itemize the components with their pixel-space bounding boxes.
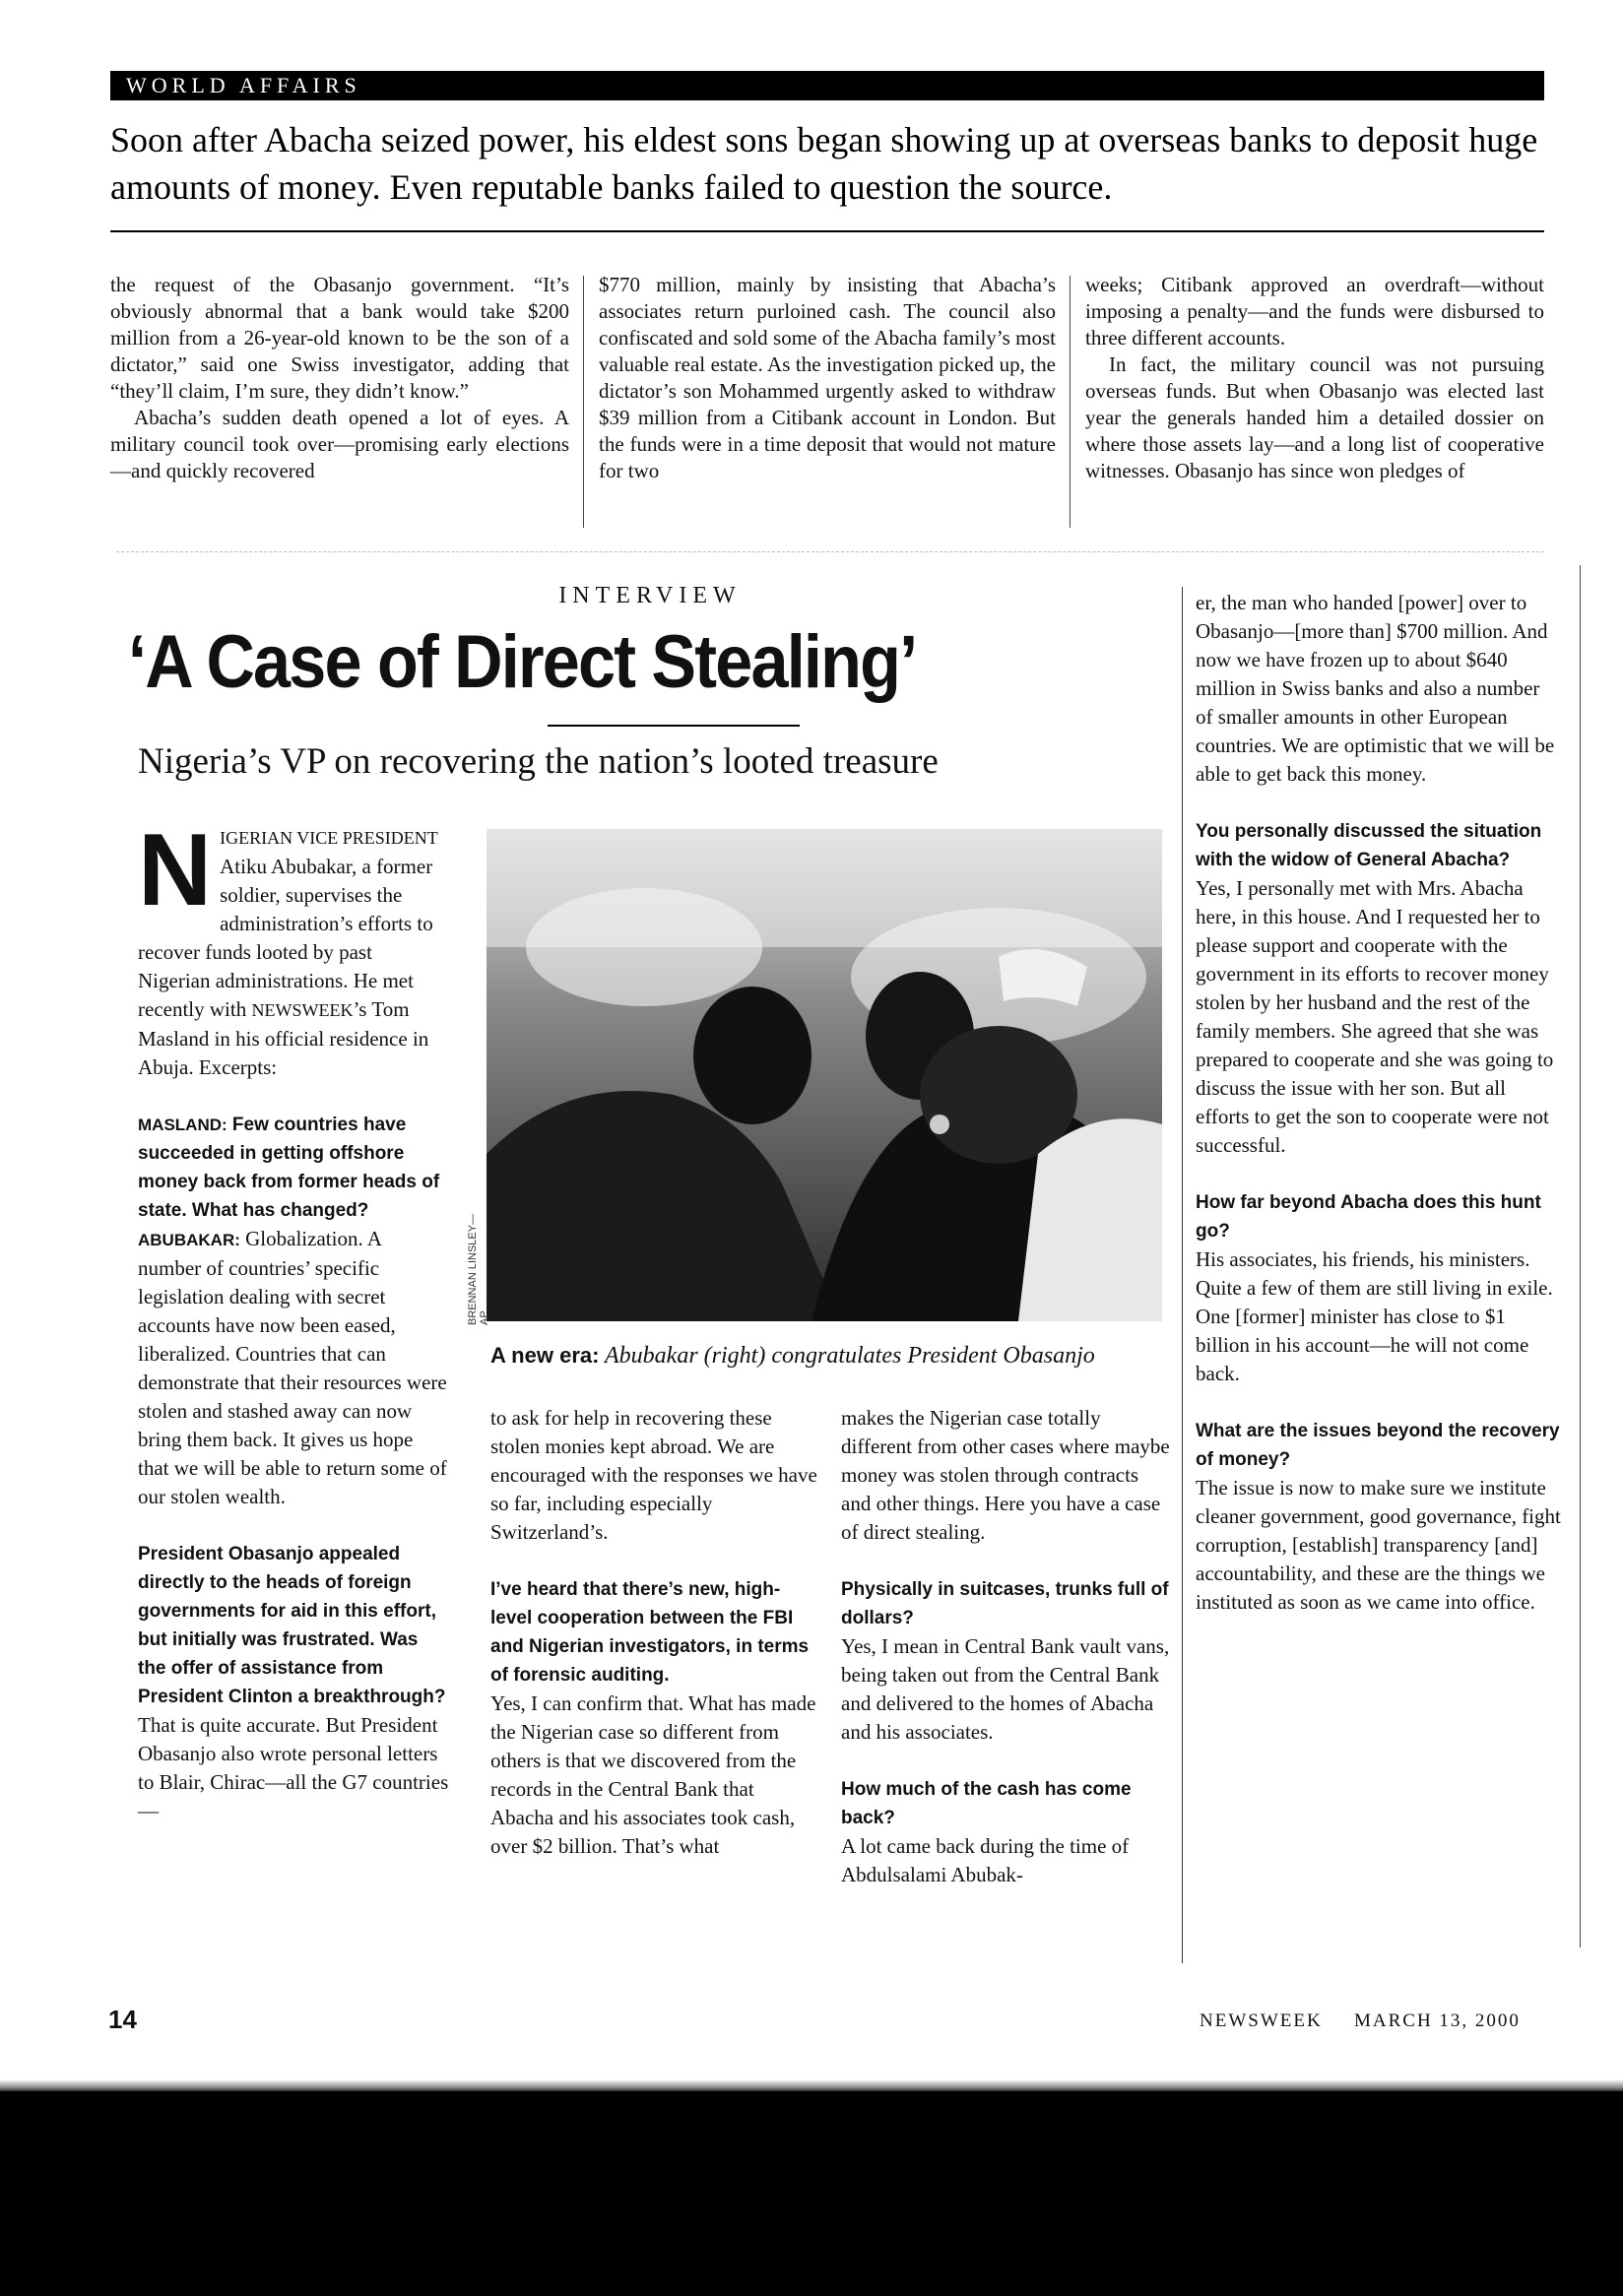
story-deck: Soon after Abacha seized power, his eldest sons began showing up at overseas banks to deposit huge amounts of money. Even reputable banks failed to question the source.: [110, 120, 1538, 207]
interview-column-4: [1196, 589, 1562, 1617]
question-text: Few countries have succeeded in getting offshore money back from former heads of state. What has changed?: [138, 1115, 440, 1221]
story-paragraph: $770 million, mainly by insisting that Abacha’s associates return purloined cash. The council also confiscated and sold some of the Abacha family’s most valuable real estate. As the investigation picked up, the dictator’s son Mohammed urgently asked to withdraw $39 million from a Citibank account in London. But the funds were in a time deposit that would not mature for two: [599, 273, 1056, 482]
deck-rule: [110, 230, 1544, 232]
answer: Yes, I can confirm that. What has made the Nigerian case so different from others is that we discovered from the records in the Central Bank that Abacha and his associates took cash, over $2 billion. That’s what: [490, 1691, 816, 1858]
magazine-name: NEWSWEEK: [251, 1000, 354, 1020]
answer: er, the man who handed [power] over to Obasanjo—[more than] $700 million. And now we have frozen up to about $640 million in Swiss banks and also a number of smaller amounts in other European countries. We are optimistic that we will be able to get back this money.: [1196, 591, 1555, 786]
story-paragraph: Abacha’s sudden death opened a lot of eyes. A military council took over—promising early elections—and quickly recovered: [110, 406, 569, 482]
story-paragraph: the request of the Obasanjo government. “It’s obviously abnormal that a bank would take $200 million from a 26-year-old known to be the son of a dictator,” said one Swiss investigator, adding that “they’ll claim, I’m sure, they didn’t know.”: [110, 273, 569, 403]
headline-rule: [548, 725, 800, 727]
caption-lead: A new era:: [490, 1343, 600, 1368]
intro-text-end: ’s Tom Masland in his official residence in Abuja. Excerpts:: [138, 997, 429, 1079]
question: What are the issues beyond the recovery of money?: [1196, 1421, 1560, 1470]
answer: to ask for help in recovering these stolen monies kept abroad. We are encouraged with the responses we have so far, including especially Switzerland’s.: [490, 1406, 817, 1544]
interview-dek: Nigeria’s VP on recovering the nation’s looted treasure: [138, 741, 939, 782]
question: How far beyond Abacha does this hunt go?: [1196, 1192, 1541, 1242]
sidebar-frame-rule: [1580, 565, 1581, 1947]
question: President Obasanjo appealed directly to the heads of foreign governments for aid in this effort, but initially was frustrated. Was the offer of assistance from President Clinton a breakthrough?: [138, 1544, 446, 1707]
folio-date: MARCH 13, 2000: [1354, 2010, 1521, 2031]
column-rule: [1070, 276, 1071, 528]
story-column-2: [599, 272, 1056, 484]
answer-text: Globalization. A number of countries’ specific legislation dealing with secret accounts have now been eased, liberalized. Countries that can demonstrate that their resources were stolen and stashed away can now bring them back. It gives us hope that we will be able to return some of our stolen wealth.: [138, 1227, 447, 1508]
interview-column-2: [490, 1404, 817, 1861]
answer: The issue is now to make sure we institute cleaner government, good governance, fight corruption, [establish] transparency [and] accountability, and these are the things we instituted as soon as we came into office.: [1196, 1476, 1561, 1614]
interview-headline: ‘A Case of Direct Stealing’: [128, 620, 917, 704]
intro-paragraph: [138, 813, 449, 1082]
story-column-3: [1085, 272, 1544, 484]
scan-background: [0, 2091, 1623, 2296]
news-photo: [487, 829, 1162, 1321]
photo-image: [487, 829, 1162, 1321]
question: I’ve heard that there’s new, high-level cooperation between the FBI and Nigerian investigators, in terms of forensic auditing.: [490, 1579, 810, 1686]
photo-caption: [490, 1341, 1180, 1371]
answer: Yes, I mean in Central Bank vault vans, being taken out from the Central Bank and delivered to the homes of Abacha and his associates.: [841, 1634, 1170, 1744]
folio-magazine: NEWSWEEK: [1200, 2010, 1323, 2031]
answer: makes the Nigerian case totally different from other cases where maybe money was stolen through contracts and other things. Here you have a case of direct stealing.: [841, 1406, 1170, 1544]
section-label: WORLD AFFAIRS: [126, 73, 361, 97]
speaker-label: MASLAND:: [138, 1116, 227, 1134]
story-paragraph: weeks; Citibank approved an overdraft—without imposing a penalty—and the funds were disbursed to three different accounts.: [1085, 273, 1544, 350]
caption-text: Abubakar (right) congratulates President Obasanjo: [599, 1343, 1095, 1369]
story-paragraph: In fact, the military council was not pursuing overseas funds. But when Obasanjo was elected last year the generals handed him a detailed dossier on where those assets lay—and a long list of cooperative witnesses. Obasanjo has since won pledges of: [1085, 352, 1544, 482]
column-rule: [583, 276, 584, 528]
interview-column-1: [138, 813, 449, 1825]
answer: Yes, I personally met with Mrs. Abacha here, in this house. And I requested her to please support and cooperate with the government in its efforts to recover money stolen by her husband and the rest of the family members. She agreed that she was prepared to cooperate and she was going to discuss the issue with her son. But all efforts to get the son to cooperate were not successful.: [1196, 876, 1554, 1157]
answer: A lot came back during the time of Abdulsalami Abubak-: [841, 1834, 1130, 1886]
question: How much of the cash has come back?: [841, 1779, 1132, 1828]
answer: His associates, his friends, his ministers. Quite a few of them are still living in exile. One [former] minister has close to $1 billion in his account—he will not come back.: [1196, 1247, 1553, 1385]
column-rule: [1182, 587, 1183, 1963]
page-number: 14: [108, 2005, 137, 2034]
question: You personally discussed the situation with the widow of General Abacha?: [1196, 821, 1542, 870]
sidebar-top-rule: [116, 551, 1544, 552]
answer: [138, 1225, 449, 1511]
intro-text: Atiku Abubakar, a former soldier, supervises the administration’s efforts to recover funds looted by past Nigerian administrations. He met recently with: [138, 855, 433, 1021]
question: [138, 1111, 449, 1225]
story-column-1: [110, 272, 569, 484]
speaker-label: ABUBAKAR:: [138, 1231, 240, 1249]
answer: That is quite accurate. But President Obasanjo also wrote personal letters to Blair, Chirac—all the G7 countries—: [138, 1713, 449, 1822]
question: Physically in suitcases, trunks full of dollars?: [841, 1579, 1169, 1628]
interview-kicker: INTERVIEW: [558, 583, 742, 608]
interview-column-3: [841, 1404, 1170, 1889]
intro-smallcaps: IGERIAN VICE PRESIDENT: [220, 828, 438, 848]
drop-cap: N: [138, 813, 213, 927]
photo-credit: BRENNAN LINSLEY—AP: [467, 1213, 490, 1325]
